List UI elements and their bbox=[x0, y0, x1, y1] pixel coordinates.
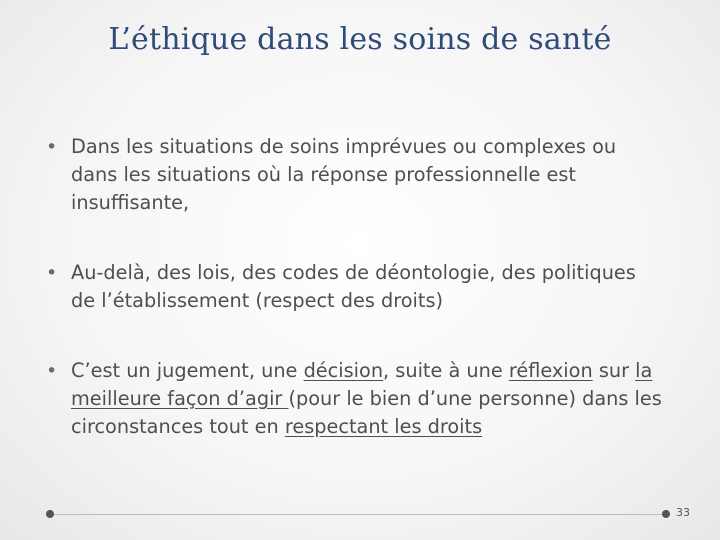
bullet-dot-icon: • bbox=[46, 360, 58, 382]
text-segment: sur bbox=[592, 359, 636, 382]
bullet-text: Dans les situations de soins imprévues ou complexes ou dans les situations où la réponse professionnelle est insuffisante, bbox=[71, 135, 617, 214]
bullet-text: Au-delà, des lois, des codes de déontologie, des politiques de l’établissement (respect des droits) bbox=[71, 261, 636, 312]
bullet-dot-icon: • bbox=[46, 262, 58, 284]
bullet-list bbox=[46, 133, 666, 441]
bullet-item bbox=[46, 357, 666, 441]
footer-dot-icon bbox=[46, 510, 54, 518]
underlined-text: décision bbox=[303, 359, 384, 382]
bullet-text bbox=[71, 357, 666, 441]
bullet-dot-icon: • bbox=[46, 136, 58, 158]
bullet-item bbox=[46, 133, 666, 217]
text-segment: C’est un jugement, une bbox=[71, 359, 304, 382]
text-segment: (pour le bien d’une personne) dans les circonstances tout en bbox=[71, 387, 662, 438]
footer-divider bbox=[50, 514, 666, 515]
underlined-text: la meilleure façon d’agir bbox=[71, 359, 653, 410]
underlined-text: réflexion bbox=[508, 359, 593, 382]
page-number: 33 bbox=[676, 506, 690, 519]
underlined-text: respectant les droits bbox=[284, 415, 483, 438]
text-segment: , suite à une bbox=[383, 359, 509, 382]
footer-dot-icon bbox=[662, 510, 670, 518]
slide-title: L’éthique dans les soins de santé bbox=[108, 22, 612, 57]
bullet-item bbox=[46, 259, 666, 315]
